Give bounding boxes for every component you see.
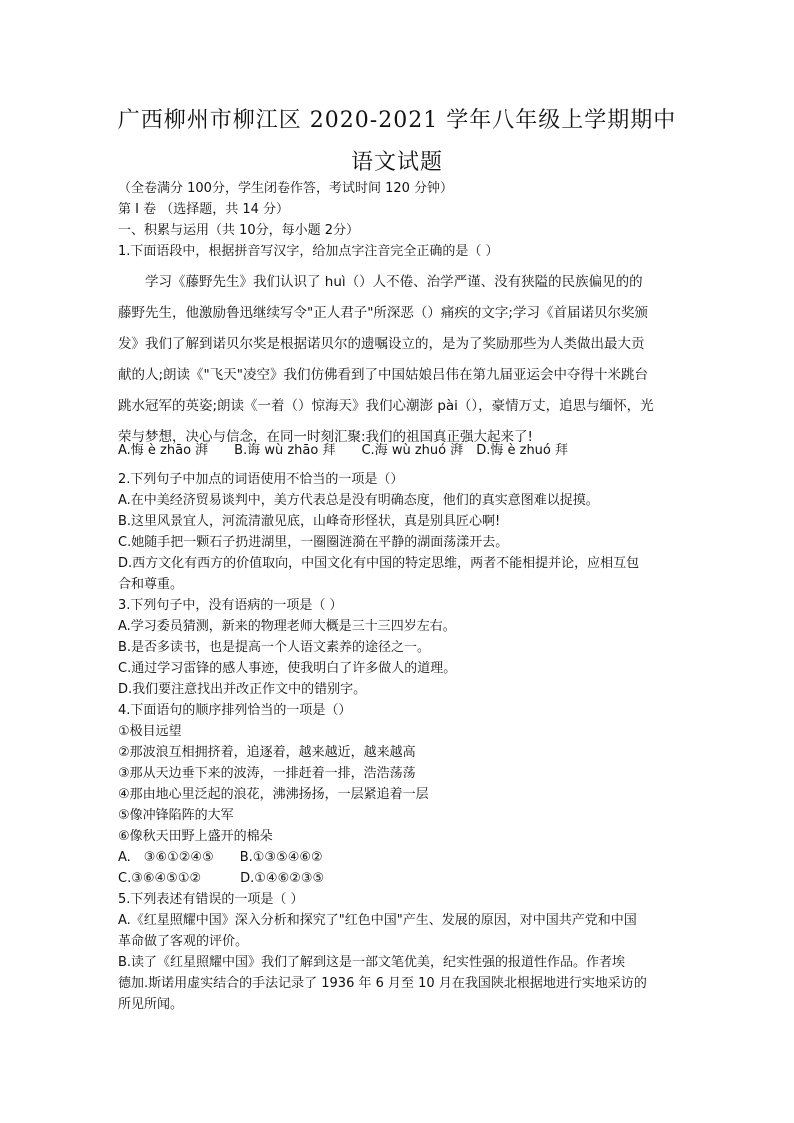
question-3-option: A.学习委员猜测，新来的物理老师大概是三十三四岁左右。 — [118, 619, 456, 634]
question-2-option: D.西方文化有西方的价值取向，中国文化有中国的特定思维，两者不能相提并论，应相互包 — [118, 556, 640, 571]
passage-line: 荣与梦想，决心与信念，在同一时刻汇聚:我们的祖国真正强大起来了! — [118, 429, 533, 445]
question-2-option: 合和尊重。 — [118, 577, 184, 592]
question-3-option: D.我们要注意找出并改正作文中的错别字。 — [118, 682, 367, 697]
question-1-passage — [118, 273, 678, 459]
question-2-stem: 2.下列句子中加点的词语使用不恰当的一项是（） — [118, 472, 404, 487]
exam-title: 广西柳州市柳江区 2020-2021 学年八年级上学期期中 — [117, 108, 677, 133]
exam-note: （全卷满分 100分，学生闭卷作答，考试时间 120 分钟） — [118, 181, 454, 196]
question-5-stem: 5.下列表述有错误的一项是（ ） — [118, 892, 304, 907]
question-2-option: A.在中美经济贸易谈判中，美方代表总是没有明确态度，他们的真实意图难以捉摸。 — [118, 493, 599, 508]
question-4-options: C.③⑥④⑤①② D.①④⑥②③⑤ — [118, 871, 325, 886]
question-4-item: ①极目远望 — [118, 724, 182, 739]
question-5-option: A.《红星照耀中国》深入分析和探究了"红色中国"产生、发展的原因，对中国共产党和中国 — [118, 913, 637, 928]
question-3-stem: 3.下列句子中，没有语病的一项是（ ） — [118, 598, 343, 613]
question-4-item: ②那波浪互相拥挤着，追逐着，越来越近，越来越高 — [118, 745, 416, 760]
question-2-option: C.她随手把一颗石子扔进湖里，一圈圈涟漪在平静的湖面荡漾开去。 — [118, 535, 509, 550]
question-1-stem: 1.下面语段中，根据拼音写汉字，给加点字注音完全正确的是（ ） — [118, 244, 499, 259]
question-4-options: A. ③⑥①②④⑤ B.①③⑤④⑥② — [118, 850, 323, 865]
question-2-option: B.这里风景宜人，河流清澈见底，山峰奇形怪状，真是别具匠心啊! — [118, 514, 501, 529]
question-3-option: B.是否多读书，也是提高一个人语文素养的途径之一。 — [118, 640, 431, 655]
question-4-item: ④那由地心里泛起的浪花，沸沸扬扬，一层紧追着一层 — [118, 787, 429, 802]
question-1-options: A.悔 è zhāo 湃 B.诲 wù zhāo 拜 C.海 wù zhuó 湃 D.悔 è zhuó 拜 — [118, 443, 569, 458]
question-3-option: C.通过学习雷锋的感人事迹，使我明白了许多做人的道理。 — [118, 661, 457, 676]
exam-subtitle: 语文试题 — [350, 150, 443, 175]
question-4-stem: 4.下面语句的顺序排列恰当的一项是（） — [118, 703, 352, 718]
passage-line: 学习《藤野先生》我们认识了 huì（）人不倦、治学严谨、没有狭隘的民族偏见的的 — [118, 274, 643, 290]
question-4-item: ⑤像冲锋陷阵的大军 — [118, 808, 234, 823]
passage-line: 献的人;朗读《"飞天"凌空》我们仿佛看到了中国姑娘吕伟在第九届亚运会中夺得十米跳台 — [118, 367, 648, 383]
section-heading: 一、积累与运用（共 10分，每小题 2分） — [118, 223, 360, 238]
question-5-option: 所见所闻。 — [118, 997, 184, 1012]
part-heading: 第 I 卷 （选择题，共 14 分） — [118, 202, 290, 217]
passage-line: 跳水冠军的英姿;朗读《一着（）惊海天》我们心潮澎 pài（），豪情万丈，追思与缅怀，光 — [118, 398, 654, 414]
passage-line: 发》我们了解到诺贝尔奖是根据诺贝尔的遗嘱设立的，是为了奖励那些为人类做出最大贡 — [118, 336, 645, 352]
question-5-option: 德加.斯诺用虚实结合的手法记录了 1936 年 6 月至 10 月在我国陕北根据地进行实地采访的 — [118, 976, 647, 991]
question-5-option: B.读了《红星照耀中国》我们了解到这是一部文笔优美，纪实性强的报道性作品。作者埃 — [118, 955, 626, 970]
question-4-item: ⑥像秋天田野上盛开的棉朵 — [118, 829, 273, 844]
question-4-item: ③那从天边垂下来的波涛，一排赶着一排，浩浩荡荡 — [118, 766, 416, 781]
question-5-option: 革命做了客观的评价。 — [118, 934, 249, 949]
passage-line: 藤野先生，他激励鲁迅继续写令"正人君子"所深恶（）痛疾的文字;学习《首届诺贝尔奖颁 — [118, 305, 648, 321]
